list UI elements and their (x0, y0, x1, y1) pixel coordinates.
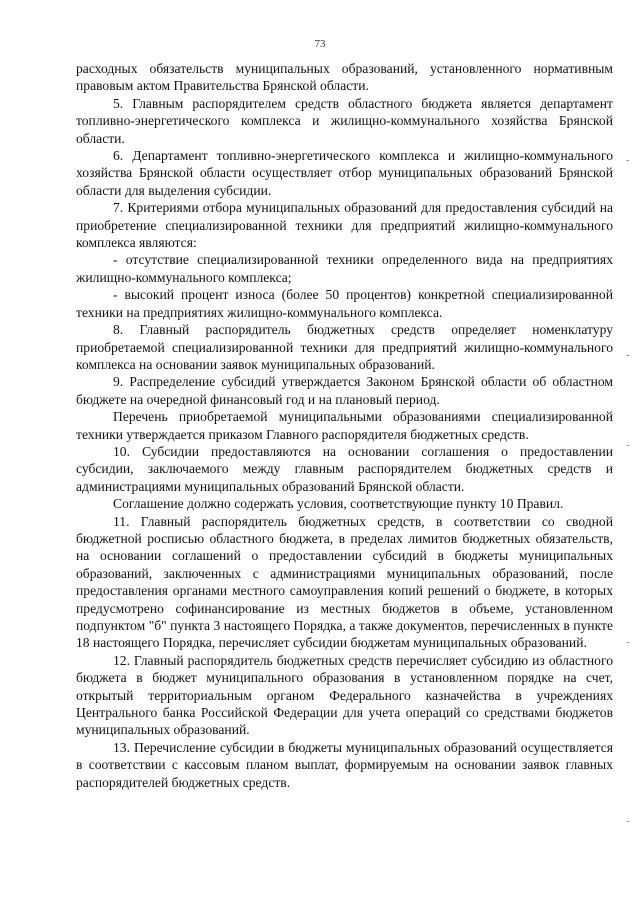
scan-margin-mark: - (626, 155, 630, 166)
paragraph-item-7: 7. Критериями отбора муниципальных образований для предоставления субсидий на приобретение специализированной техники для предприятий жилищно-коммунального комплекса являются: (76, 200, 613, 251)
paragraph-item-11: 11. Главный распорядитель бюджетных средств, в соответствии со сводной бюджетной росписью областного бюджета, в пределах лимитов бюджетных обязательств, на основании соглашений о предоставлении субсидий в бюджеты муниципальных образований, заключенных с администрациями муниципальных образований, после предоставления органами местного самоуправления копий решений о бюджете, в которых предусмотрено софинансирование из местных бюджетов в объеме, установленном подпунктом "б" пункта 3 настоящего Порядка, а также документов, перечисленных в пункте 18 настоящего Порядка, перечисляет субсидии бюджетам муниципальных образований. (76, 513, 613, 651)
paragraph-item-12: 12. Главный распорядитель бюджетных средств перечисляет субсидию из областного бюджета в бюджет муниципального образования в установленном порядке на счет, открытый территориальным органом Федерального казначейства в учреждениях Центрального банка Российской Федерации для учета операций со средствами бюджетов муниципальных образований. (76, 652, 613, 738)
paragraph-item-8: 8. Главный распорядитель бюджетных средств определяет номенклатуру приобретаемой специализированной техники для предприятий жилищно-коммунального комплекса на основании заявок муниципальных образований. (76, 322, 613, 372)
scan-margin-mark: - (626, 637, 630, 648)
criteria-bullet-1: - отсутствие специализированной техники определенного вида на предприятиях жилищно-коммунального комплекса; (76, 252, 613, 285)
paragraph-item-9: 9. Распределение субсидий утверждается Законом Брянской области об областном бюджете на очередной финансовый год и на плановый период. (76, 374, 613, 407)
paragraph-item-10: 10. Субсидии предоставляются на основании соглашения о предоставлении субсидии, заключаемого между главным распорядителем бюджетных средств и администрациями муниципальных образований Брянской области. (76, 443, 613, 494)
scan-margin-mark: - (626, 816, 630, 827)
scan-margin-mark: - (626, 440, 630, 451)
document-body (76, 60, 613, 791)
paragraph-equipment-list: Перечень приобретаемой муниципальными образованиями специализированной техники утверждается приказом Главного распорядителя бюджетных средств. (76, 409, 613, 442)
paragraph-agreement-terms: Соглашение должно содержать условия, соответствующие пункту 10 Правил. (113, 496, 564, 512)
criteria-bullet-2: - высокий процент износа (более 50 процентов) конкретной специализированной техники на предприятиях жилищно-коммунального комплекса. (76, 287, 613, 320)
paragraph-item-6: 6. Департамент топливно-энергетического комплекса и жилищно-коммунального хозяйства Брянской области осуществляет отбор муниципальных образований Брянской области для выделения субсидии. (76, 148, 613, 198)
page-number: 73 (314, 38, 326, 50)
paragraph-item-5: 5. Главным распорядителем средств областного бюджета является департамент топливно-энергетического комплекса и жилищно-коммунального хозяйства Брянской области. (76, 95, 613, 146)
scan-margin-mark: - (626, 350, 630, 361)
paragraph-item-13: 13. Перечисление субсидии в бюджеты муниципальных образований осуществляется в соответствии с кассовым планом выплат, формируемым на основании заявок главных распорядителей бюджетных средств. (76, 739, 613, 790)
paragraph-continuation: расходных обязательств муниципальных образований, установленного нормативным правовым актом Правительства Брянской области. (76, 61, 613, 94)
